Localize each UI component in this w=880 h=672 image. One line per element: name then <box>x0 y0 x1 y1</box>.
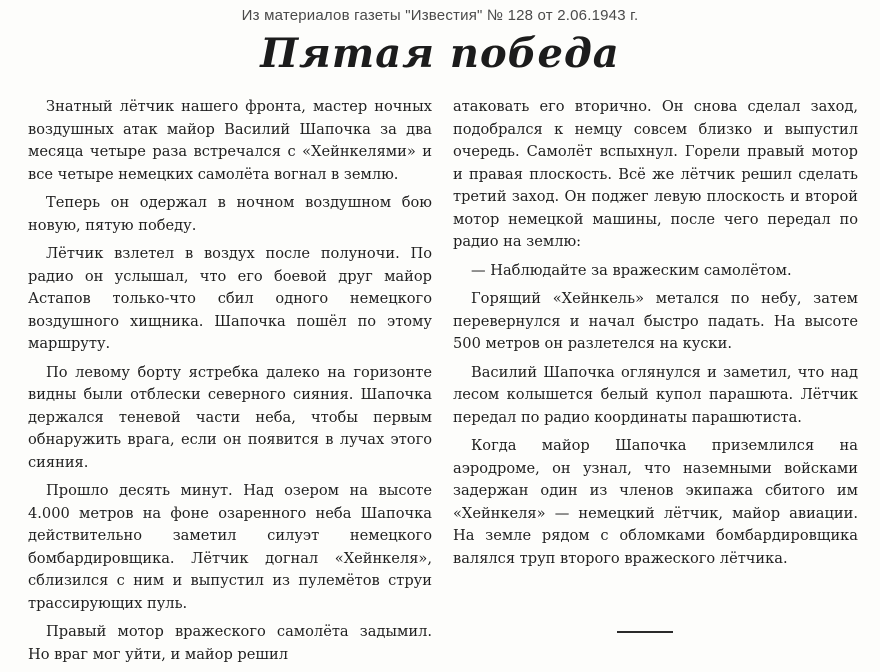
paragraph: Прошло десять минут. Над озером на высоте 4.000 метров на фоне озаренного неба Шапочка действительно заметил силуэт немецкого бомбардировщика. Лётчик догнал «Хейнкеля», сблизился с ним и выпустил из пулемётов струи трассирующих пуль. <box>28 482 432 612</box>
article-column-left <box>28 96 432 672</box>
paragraph: атаковать его вторично. Он снова сделал заход, подобрался к немцу совсем близко и выпустил очередь. Самолёт вспыхнул. Горели правый мотор и правая плоскость. Всё же лётчик решил сделать третий заход. Он поджег левую плоскость и второй мотор немецкой машины, после чего передал по радио на землю: <box>453 98 858 250</box>
paragraph: — Наблюдайте за вражеским самолётом. <box>471 261 792 279</box>
paragraph: По левому борту ястребка далеко на горизонте видны были отблески северного сияния. Шапочка держался теневой части неба, чтобы первым обнаружить врага, если он появится в лучах этого сияния. <box>28 363 432 471</box>
paragraph: Знатный лётчик нашего фронта, мастер ночных воздушных атак майор Василий Шапочка за два месяца четыре раза встречался с «Хейнкелями» и все четыре немецких самолёта вогнал в землю. <box>28 98 432 183</box>
article-column-right <box>453 96 858 576</box>
paragraph: Лётчик взлетел в воздух после полуночи. По радио он услышал, что его боевой друг майор Астапов только-что сбил одного немецкого воздушного хищника. Шапочка пошёл по этому маршруту. <box>28 245 432 352</box>
paragraph: Правый мотор вражеского самолёта задымил. Но враг мог уйти, и майор решил <box>28 623 432 663</box>
paragraph: Теперь он одержал в ночном воздушном бою новую, пятую победу. <box>28 194 432 234</box>
paragraph: Горящий «Хейнкель» метался по небу, затем перевернулся и начал быстро падать. На высоте 500 метров он разлетелся на куски. <box>453 290 858 352</box>
article-headline: Пятая победа <box>260 30 620 77</box>
source-caption: Из материалов газеты "Известия" № 128 от 2.06.1943 г. <box>241 7 639 24</box>
end-rule <box>617 631 673 633</box>
paragraph: Когда майор Шапочка приземлился на аэродроме, он узнал, что наземными войсками задержан один из членов экипажа сбитого им «Хейнкеля» — немецкий лётчик, майор авиации. На земле рядом с обломками бомбардировщика валялся труп второго вражеского лётчика. <box>453 437 858 567</box>
paragraph: Василий Шапочка оглянулся и заметил, что над лесом колышется белый купол парашюта. Лётчик передал по радио координаты парашютиста. <box>453 363 858 426</box>
